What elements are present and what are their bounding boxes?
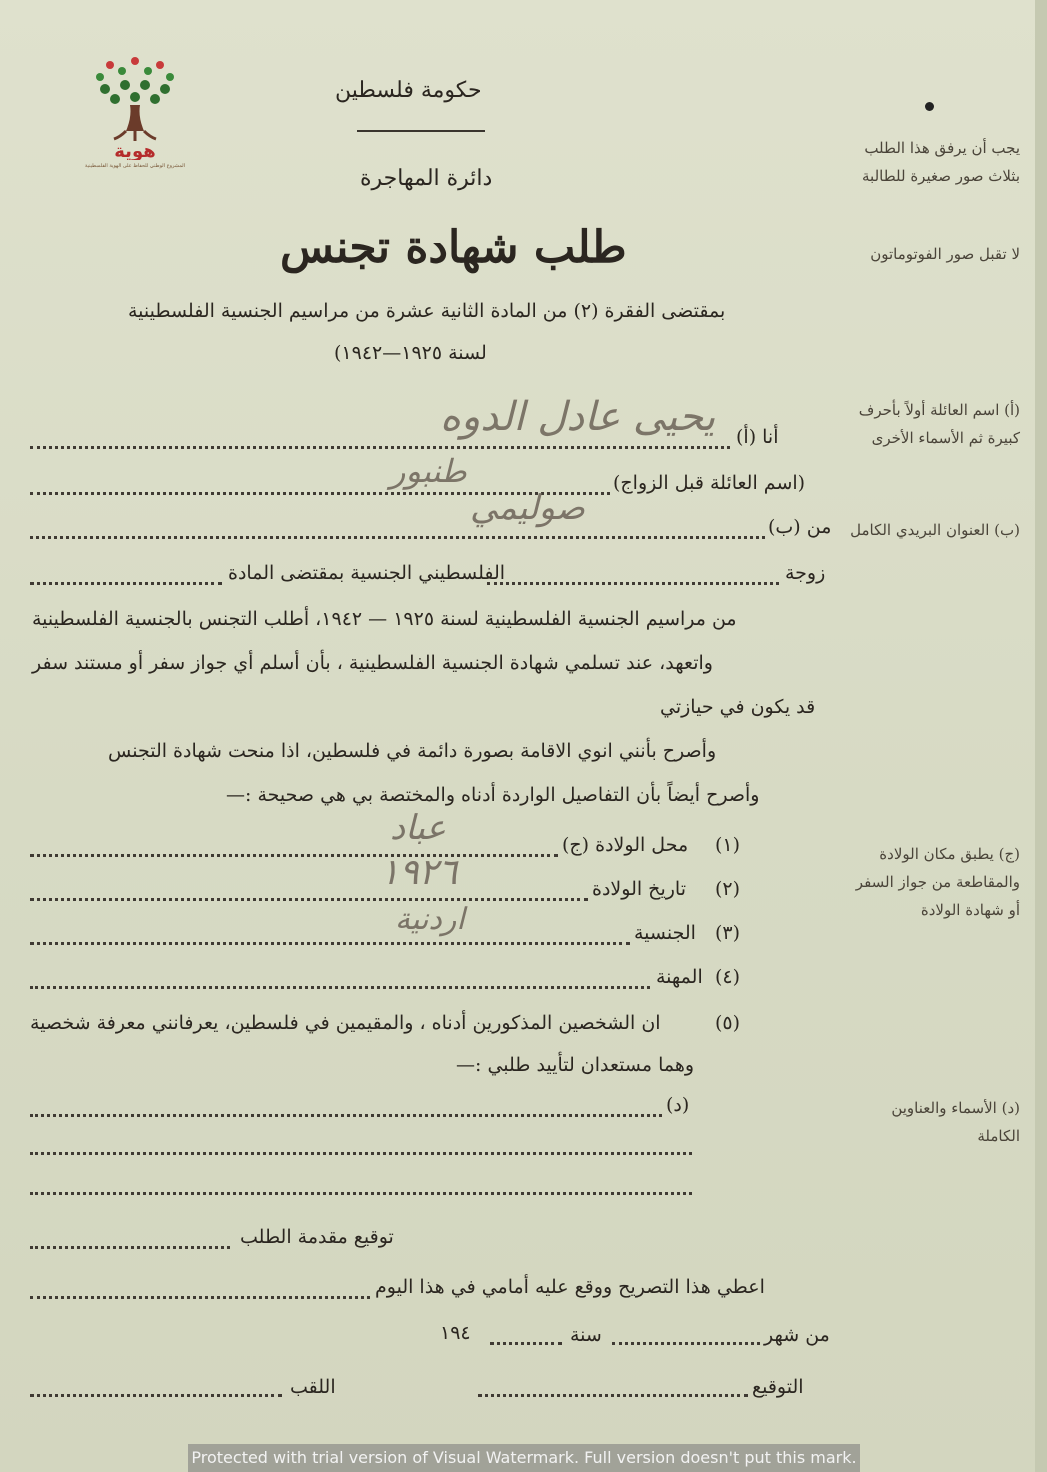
referee-dotted-line-2 xyxy=(30,1152,692,1155)
item-3-number: (٣) xyxy=(715,922,741,944)
subtitle-line-2: لسنة ١٩٢٥—١٩٤٢) xyxy=(334,342,487,364)
item-5-line-2: وهما مستعدان لتأييد طلبي :— xyxy=(456,1054,695,1076)
document-title: طلب شهادة تجنس xyxy=(280,222,627,273)
punch-mark xyxy=(925,102,934,111)
handwritten-nationality: اردنية xyxy=(395,902,465,937)
referee-dotted-line-1 xyxy=(30,1114,662,1117)
watermark-banner: Protected with trial version of Visual Watermark. Full version doesn't put this mark. xyxy=(188,1444,860,1472)
note-family-name: (أ) اسم العائلة أولاً بأحرف كبيرة ثم الأسماء الأخرى xyxy=(858,401,1020,447)
referee-d-label: (د) xyxy=(666,1094,690,1116)
page-edge xyxy=(1035,0,1047,1472)
note-birthplace: (ج) يطبق مكان الولادة والمقاطعة من جواز السفر أو شهادة الولادة xyxy=(855,845,1020,919)
handwritten-name: يحيى عادل الدوه xyxy=(440,394,716,440)
applicant-signature-label: توقيع مقدمة الطلب xyxy=(240,1226,394,1248)
year-value: ١٩٤ xyxy=(440,1322,471,1344)
year-dotted-line xyxy=(490,1342,562,1345)
birthdate-dotted-line xyxy=(30,898,588,901)
birthplace-label: محل الولادة (ج) xyxy=(562,834,689,856)
from-month-label: من شهر xyxy=(764,1324,830,1346)
paragraph-2: وأصرح بأنني انوي الاقامة بصورة دائمة في فلسطين، اذا منحت شهادة التجنس xyxy=(108,740,717,762)
referee-dotted-line-3 xyxy=(30,1192,692,1195)
paragraph-3: وأصرح أيضاً بأن التفاصيل الواردة أدناه والمختصة بي هي صحيحة :— xyxy=(226,784,760,806)
month-dotted-line xyxy=(612,1342,760,1345)
handwritten-birthplace: عباد xyxy=(390,808,447,848)
hawiya-logo xyxy=(80,55,190,195)
header-rule xyxy=(357,130,485,132)
year-label: سنة xyxy=(570,1324,602,1346)
note-postal-address: (ب) العنوان البريدي الكامل xyxy=(850,521,1020,539)
note-photos: يجب أن يرفق هذا الطلب بثلاث صور صغيرة للطالبة xyxy=(862,139,1020,185)
signature-dotted-line xyxy=(478,1394,748,1397)
applicant-signature-dotted-line xyxy=(30,1246,230,1249)
name-dotted-line xyxy=(30,446,730,449)
department-name: دائرة المهاجرة xyxy=(360,166,493,191)
declaration-given-line: اعطي هذا التصريح ووقع عليه أمامي في هذا اليوم xyxy=(375,1276,765,1298)
from-label: من (ب) xyxy=(768,516,832,538)
signature-label: التوقيع xyxy=(752,1376,804,1398)
title-label: اللقب xyxy=(290,1376,336,1398)
occupation-dotted-line xyxy=(30,986,650,989)
birthdate-label: تاريخ الولادة xyxy=(592,878,686,900)
item-4-number: (٤) xyxy=(715,966,741,988)
paragraph-1-line-3: قد يكون في حيازتي xyxy=(660,696,816,718)
nationality-dotted-line xyxy=(30,942,630,945)
address-dotted-line xyxy=(30,536,765,539)
government-name: حكومة فلسطين xyxy=(335,78,482,103)
handwritten-address: صوليمي xyxy=(470,488,586,528)
handwritten-maiden-name: طنبور xyxy=(390,452,467,490)
note-no-photomaton: لا تقبل صور الفوتوماتون xyxy=(870,245,1020,263)
maiden-name-label: (اسم العائلة قبل الزواج) xyxy=(613,472,806,494)
note-names-addresses: (د) الأسماء والعناوين الكاملة xyxy=(891,1099,1020,1145)
occupation-label: المهنة xyxy=(656,966,703,988)
item-2-number: (٢) xyxy=(715,878,741,900)
tree-icon xyxy=(80,55,190,160)
handwritten-birthdate: ١٩٢٦ xyxy=(380,852,458,893)
paragraph-1-line-1: من مراسيم الجنسية الفلسطينية لسنة ١٩٢٥ — ١٩٤٢، أطلب التجنس بالجنسية الفلسطينية xyxy=(32,608,737,630)
article-dotted-line xyxy=(30,582,222,585)
item-5-number: (٥) xyxy=(715,1012,741,1034)
item-5-line-1: ان الشخصين المذكورين أدناه ، والمقيمين في فلسطين، يعرفانني معرفة شخصية xyxy=(30,1012,661,1034)
subtitle-line-1: بمقتضى الفقرة (٢) من المادة الثانية عشرة من مراسيم الجنسية الفلسطينية xyxy=(128,300,726,322)
birthplace-dotted-line xyxy=(30,854,558,857)
husband-dotted-line xyxy=(487,582,779,585)
paragraph-1-line-2: واتعهد، عند تسلمي شهادة الجنسية الفلسطينية ، بأن أسلم أي جواز سفر أو مستند سفر xyxy=(32,652,713,674)
declaration-dotted-line xyxy=(30,1296,370,1299)
i-am-label: أنا (أ) xyxy=(736,426,779,448)
svg-text:هوية: هوية xyxy=(114,141,156,160)
nationality-label: الجنسية xyxy=(634,922,696,944)
title-dotted-line xyxy=(30,1394,282,1397)
wife-tail-text: الفلسطيني الجنسية بمقتضى المادة xyxy=(228,562,506,584)
item-1-number: (١) xyxy=(715,834,741,856)
logo-caption: المشروع الوطني للحفاظ على الهوية الفلسطينية xyxy=(84,163,186,169)
wife-label: زوجة xyxy=(785,562,826,584)
